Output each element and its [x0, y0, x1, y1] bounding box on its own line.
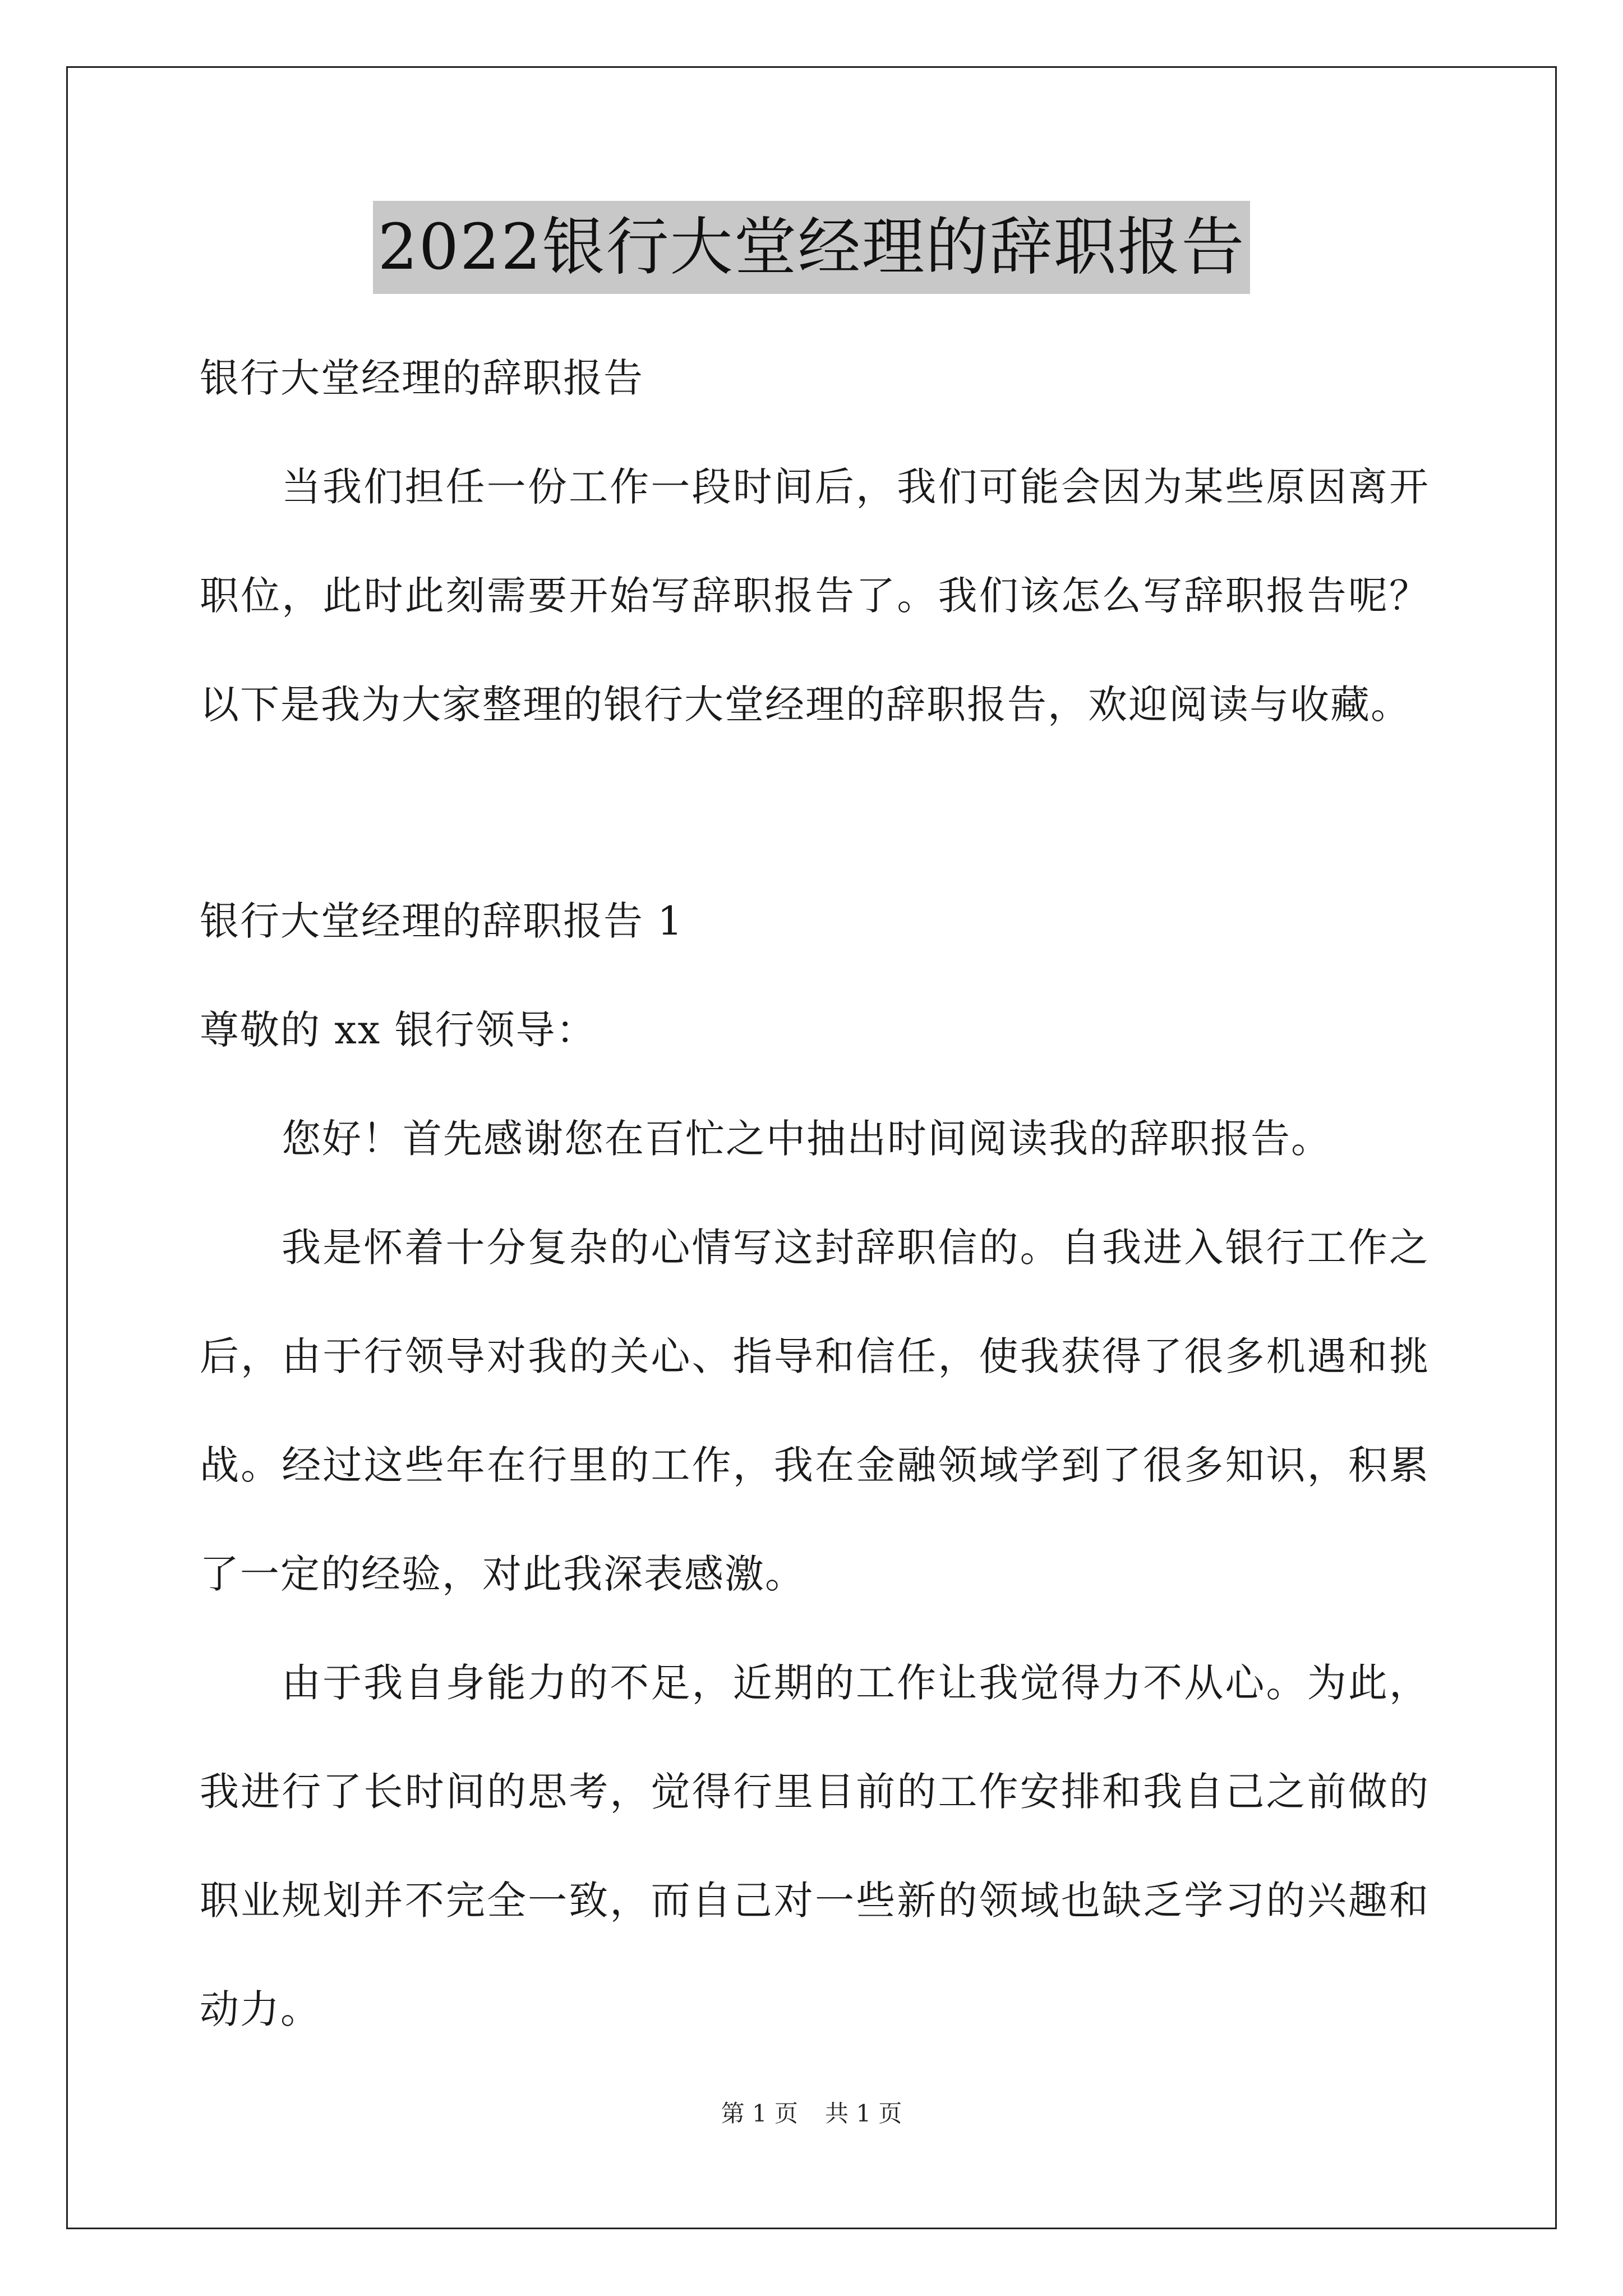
salutation: 尊敬的 xx 银行领导：	[200, 1007, 597, 1053]
title-container	[0, 201, 1623, 294]
document-subtitle: 银行大堂经理的辞职报告	[200, 355, 644, 401]
paragraph2-line-2: 后，由于行领导对我的关心、指导和信任，使我获得了很多机遇和挑	[200, 1333, 1430, 1379]
paragraph2-line-3: 战。经过这些年在行里的工作，我在金融领域学到了很多知识，积累	[200, 1442, 1430, 1488]
paragraph3-line-4: 动力。	[200, 1986, 321, 2032]
page-number-total: 共 1 页	[825, 2100, 902, 2127]
page-number-current: 第 1 页	[721, 2100, 798, 2127]
page-footer	[0, 2098, 1623, 2129]
intro-line-3: 以下是我为大家整理的银行大堂经理的辞职报告，欢迎阅读与收藏。	[200, 682, 1411, 728]
paragraph2-line-1: 我是怀着十分复杂的心情写这封辞职信的。自我进入银行工作之	[282, 1225, 1430, 1271]
greeting-paragraph: 您好！首先感谢您在百忙之中抽出时间阅读我的辞职报告。	[282, 1116, 1331, 1162]
intro-line-2: 职位，此时此刻需要开始写辞职报告了。我们该怎么写辞职报告呢？	[200, 573, 1430, 619]
paragraph2-line-4: 了一定的经验，对此我深表感激。	[200, 1551, 805, 1597]
paragraph3-line-3: 职业规划并不完全一致，而自己对一些新的领域也缺乏学习的兴趣和	[200, 1878, 1430, 1924]
paragraph3-line-2: 我进行了长时间的思考，觉得行里目前的工作安排和我自己之前做的	[200, 1769, 1430, 1815]
paragraph3-line-1: 由于我自身能力的不足，近期的工作让我觉得力不从心。为此，	[282, 1660, 1430, 1706]
section-heading: 银行大堂经理的辞职报告 1	[200, 898, 684, 944]
document-title: 2022银行大堂经理的辞职报告	[373, 201, 1249, 294]
intro-line-1: 当我们担任一份工作一段时间后，我们可能会因为某些原因离开	[282, 464, 1430, 510]
